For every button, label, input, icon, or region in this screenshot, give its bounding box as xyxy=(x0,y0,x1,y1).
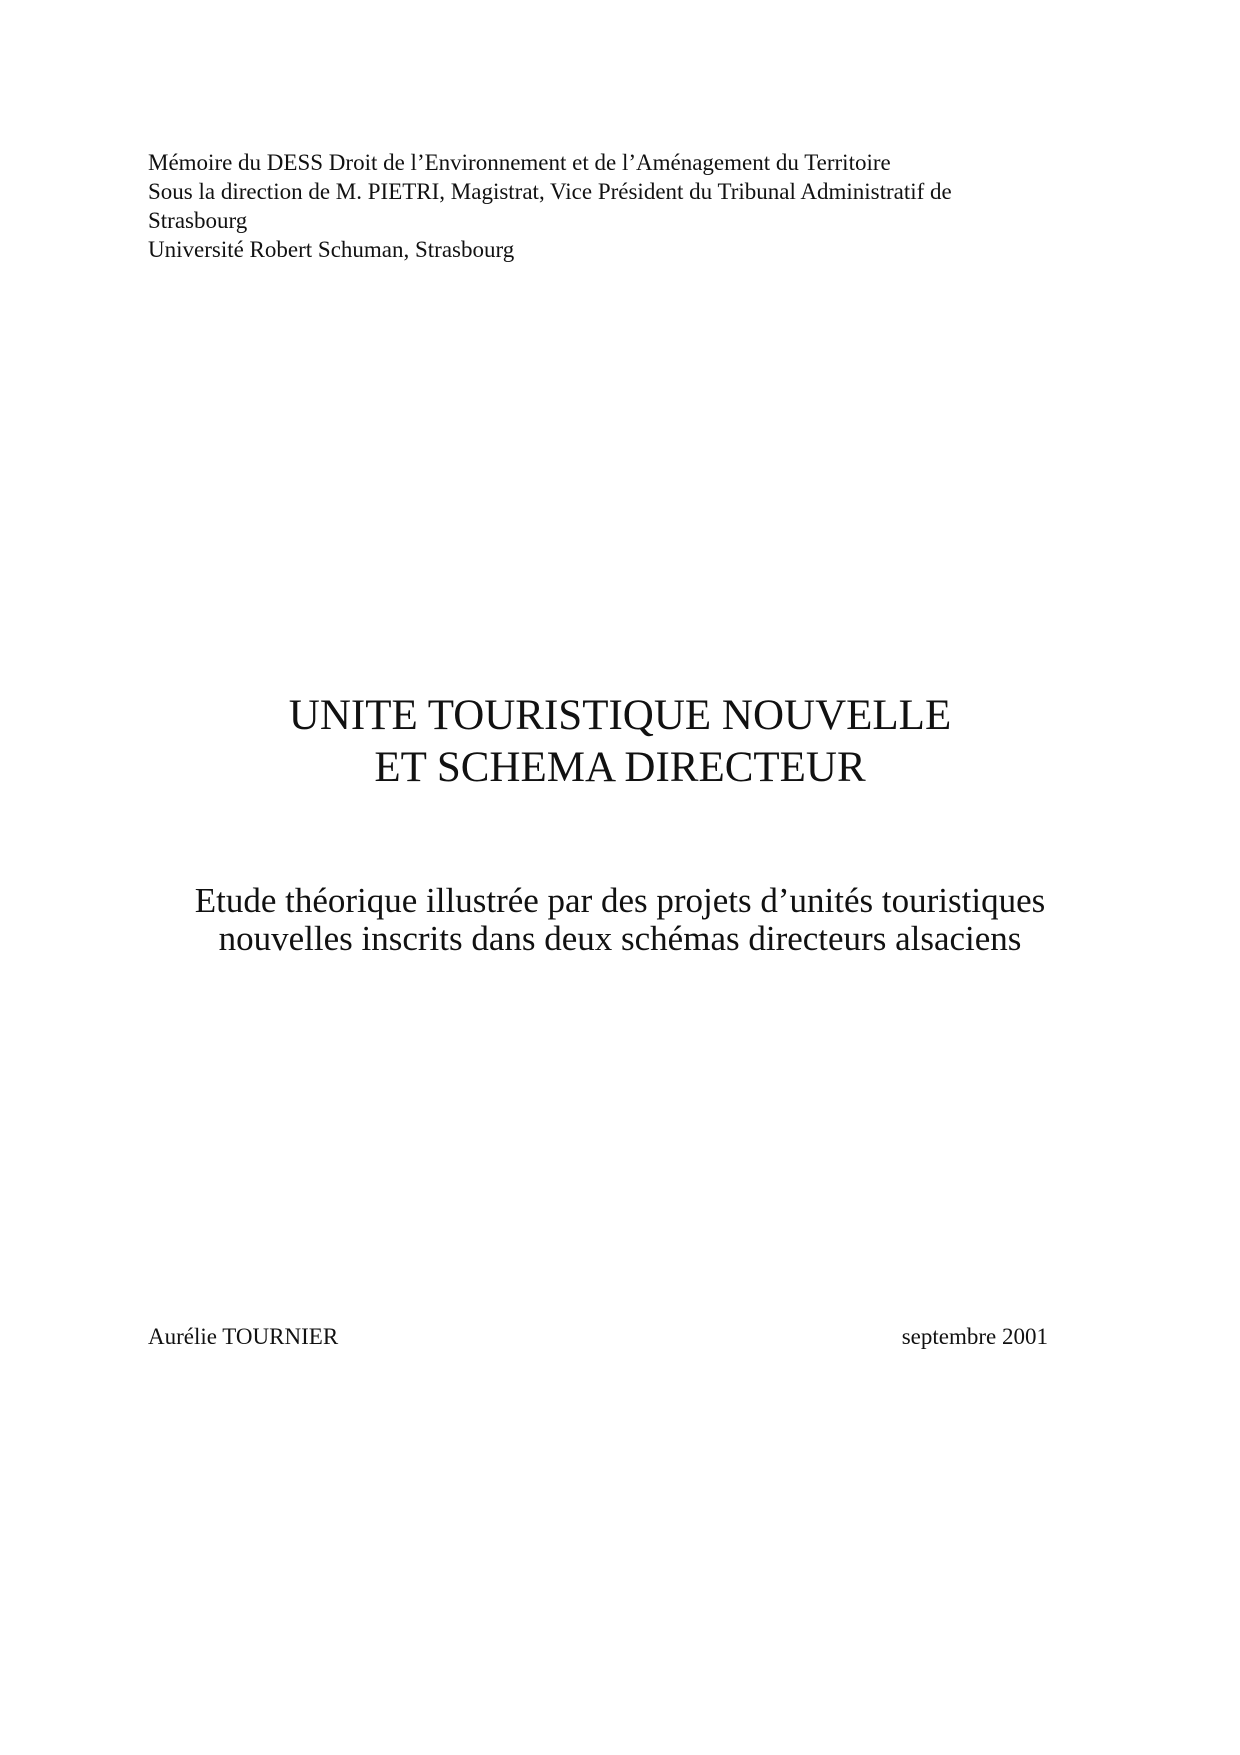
subtitle-line-2: nouvelles inscrits dans deux schémas directeurs alsaciens xyxy=(218,919,1022,958)
header-line-university: Université Robert Schuman, Strasbourg xyxy=(148,237,515,262)
title-line-2: ET SCHEMA DIRECTEUR xyxy=(374,744,866,791)
document-subtitle xyxy=(0,882,1240,958)
header-line-thesis: Mémoire du DESS Droit de l’Environnement et de l’Aménagement du Territoire xyxy=(148,150,891,175)
header-line-city: Strasbourg xyxy=(148,208,248,233)
publication-date: septembre 2001 xyxy=(901,1324,1048,1349)
subtitle-line-1: Etude théorique illustrée par des projets d’unités touristiques xyxy=(194,881,1046,920)
document-title xyxy=(0,690,1240,794)
header-block xyxy=(148,148,1098,264)
header-line-supervisor: Sous la direction de M. PIETRI, Magistrat, Vice Président du Tribunal Administratif de xyxy=(148,179,952,204)
author-name: Aurélie TOURNIER xyxy=(148,1324,339,1349)
title-line-1: UNITE TOURISTIQUE NOUVELLE xyxy=(288,692,952,739)
